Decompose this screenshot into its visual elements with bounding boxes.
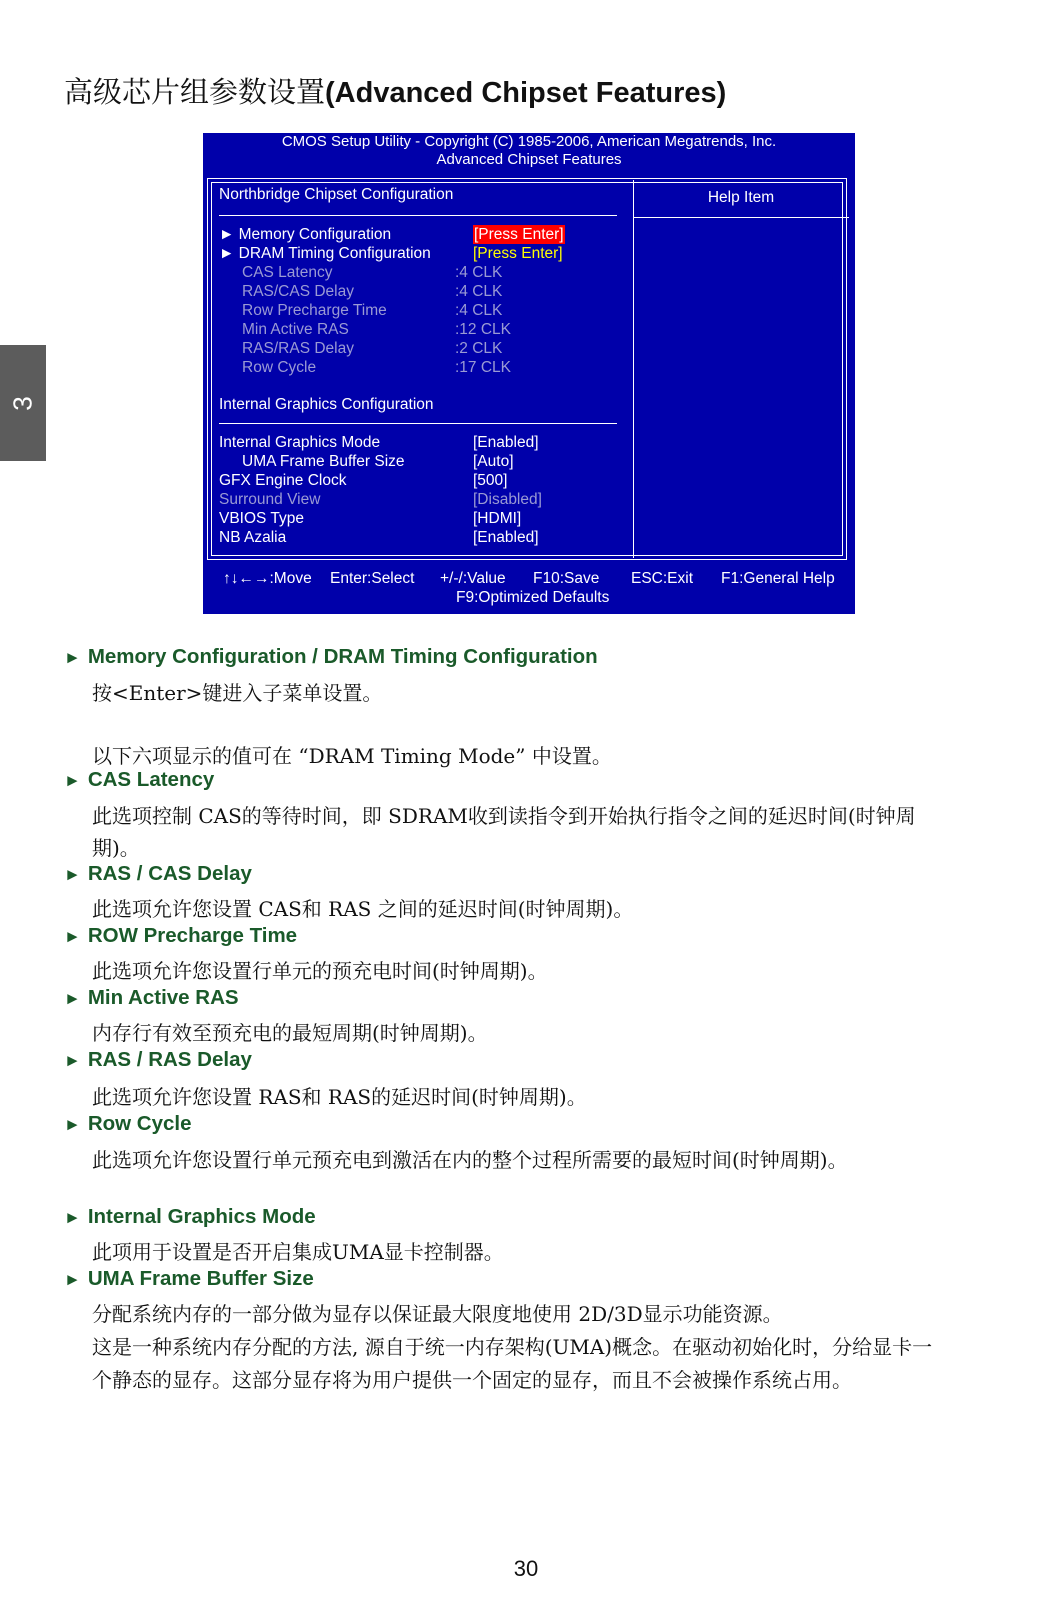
arrow-icon: ► — [64, 989, 81, 1008]
chapter-tab — [0, 345, 46, 461]
gfx-engine-clock-label[interactable]: GFX Engine Clock — [219, 472, 347, 489]
arrow-icon: ► — [64, 927, 81, 946]
page-title-cn: 高级芯片组参数设置 — [64, 75, 326, 109]
uma-frame-buffer-size-label[interactable]: UMA Frame Buffer Size — [242, 453, 405, 470]
arrow-icon: ► — [64, 771, 81, 790]
internal-graphics-mode-value[interactable]: [Enabled] — [473, 434, 539, 451]
text-rowpre-1: 此选项允许您设置行单元的预充电时间(时钟周期)。 — [92, 959, 548, 983]
internal-graphics-mode-label[interactable]: Internal Graphics Mode — [219, 434, 381, 451]
page-number: 30 — [513, 1556, 539, 1581]
footer-value: +/-/:Value — [440, 570, 506, 587]
heading-ras-cas-delay: ► RAS / CAS Delay — [64, 862, 252, 885]
footer-optimized-defaults: F9:Optimized Defaults — [456, 589, 610, 606]
surround-view-value: [Disabled] — [473, 491, 542, 508]
text-rasras-1: 此选项允许您设置 RAS和 RAS的延迟时间(时钟周期)。 — [92, 1085, 587, 1109]
heading-ras-ras-delay: ► RAS / RAS Delay — [64, 1048, 252, 1071]
heading-cas-latency: ► CAS Latency — [64, 768, 215, 791]
footer-exit: ESC:Exit — [631, 570, 694, 587]
ras-cas-delay-value: :4 CLK — [455, 283, 503, 300]
arrow-icon: ► — [64, 648, 81, 667]
bios-column-divider — [633, 180, 634, 558]
menu-item-dram-timing-configuration[interactable]: ► DRAM Timing Configuration — [219, 245, 431, 262]
row-precharge-time-label: Row Precharge Time — [242, 302, 387, 319]
heading-internal-graphics-mode: ► Internal Graphics Mode — [64, 1205, 316, 1228]
ras-ras-delay-label: RAS/RAS Delay — [242, 340, 354, 357]
row-cycle-value: :17 CLK — [455, 359, 512, 376]
text-rowcycle-1: 此选项允许您设置行单元预充电到激活在内的整个过程所需要的最短时间(时钟周期)。 — [92, 1148, 848, 1172]
bios-header-copyright: CMOS Setup Utility - Copyright (C) 1985-2006, American Megatrends, Inc. — [281, 133, 777, 150]
section-divider-1 — [219, 215, 617, 216]
help-item-title: Help Item — [707, 189, 775, 206]
page-title-en: (Advanced Chipset Features) — [325, 77, 727, 109]
text-uma-2: 这是一种系统内存分配的方法, 源自于统一内存架构(UMA)概念。在驱动初始化时，分给显卡一 — [92, 1335, 933, 1359]
section-divider-2 — [219, 423, 617, 424]
dram-timing-configuration-value[interactable]: [Press Enter] — [473, 245, 563, 262]
nb-azalia-value[interactable]: [Enabled] — [473, 529, 539, 546]
vbios-type-label[interactable]: VBIOS Type — [219, 510, 305, 527]
vbios-type-value[interactable]: [HDMI] — [473, 510, 522, 527]
heading-uma-frame-buffer-size: ► UMA Frame Buffer Size — [64, 1267, 314, 1290]
gfx-engine-clock-value[interactable]: [500] — [473, 472, 508, 489]
cas-latency-label: CAS Latency — [242, 264, 333, 281]
bios-help-divider — [633, 217, 849, 218]
footer-select: Enter:Select — [330, 570, 415, 587]
surround-view-label: Surround View — [219, 491, 321, 508]
chapter-number: 3 — [7, 395, 38, 411]
text-minras-1: 内存行有效至预充电的最短周期(时钟周期)。 — [92, 1021, 488, 1045]
text-uma-3: 个静态的显存。这部分显存将为用户提供一个固定的显存，而且不会被操作系统占用。 — [92, 1368, 852, 1392]
bios-header-title: Advanced Chipset Features — [436, 151, 622, 168]
text-mem-1: 按<Enter>键进入子菜单设置。 — [92, 681, 383, 705]
uma-frame-buffer-size-value[interactable]: [Auto] — [473, 453, 514, 470]
heading-row-precharge-time: ► ROW Precharge Time — [64, 924, 298, 947]
min-active-ras-value: :12 CLK — [455, 321, 512, 338]
menu-item-memory-configuration[interactable]: ► Memory Configuration — [219, 226, 392, 243]
heading-min-active-ras: ► Min Active RAS — [64, 986, 239, 1009]
footer-general-help: F1:General Help — [721, 570, 835, 587]
arrow-icon: ► — [64, 1208, 81, 1227]
memory-configuration-value[interactable]: [Press Enter] — [474, 226, 564, 243]
arrow-icon: ► — [64, 1115, 81, 1134]
cas-latency-value: :4 CLK — [455, 264, 503, 281]
section-internal-graphics: Internal Graphics Configuration — [219, 396, 434, 413]
heading-memory-configuration: ► Memory Configuration / DRAM Timing Configuration — [64, 645, 598, 668]
text-mem-2: 以下六项显示的值可在 “DRAM Timing Mode” 中设置。 — [92, 744, 612, 768]
arrow-icon: ► — [64, 865, 81, 884]
text-rascas-1: 此选项允许您设置 CAS和 RAS 之间的延迟时间(时钟周期)。 — [92, 897, 634, 921]
text-igm-1: 此项用于设置是否开启集成UMA显卡控制器。 — [92, 1240, 504, 1264]
ras-ras-delay-value: :2 CLK — [455, 340, 503, 357]
nb-azalia-label[interactable]: NB Azalia — [219, 529, 287, 546]
arrow-icon: ► — [64, 1270, 81, 1289]
page-title — [64, 70, 726, 111]
text-cas-2: 期)。 — [92, 836, 140, 860]
text-cas-1: 此选项控制 CAS的等待时间，即 SDRAM收到读指令到开始执行指令之间的延迟时间(时钟周 — [92, 804, 916, 828]
section-northbridge: Northbridge Chipset Configuration — [219, 186, 454, 203]
row-cycle-label: Row Cycle — [242, 359, 317, 376]
heading-row-cycle: ► Row Cycle — [64, 1112, 192, 1135]
min-active-ras-label: Min Active RAS — [242, 321, 349, 338]
row-precharge-time-value: :4 CLK — [455, 302, 503, 319]
footer-move: ↑↓←→:Move — [223, 570, 312, 587]
arrow-icon: ► — [64, 1051, 81, 1070]
bios-screen — [203, 133, 855, 614]
ras-cas-delay-label: RAS/CAS Delay — [242, 283, 354, 300]
footer-save: F10:Save — [533, 570, 600, 587]
text-uma-1: 分配系统内存的一部分做为显存以保证最大限度地使用 2D/3D显示功能资源。 — [92, 1302, 783, 1326]
